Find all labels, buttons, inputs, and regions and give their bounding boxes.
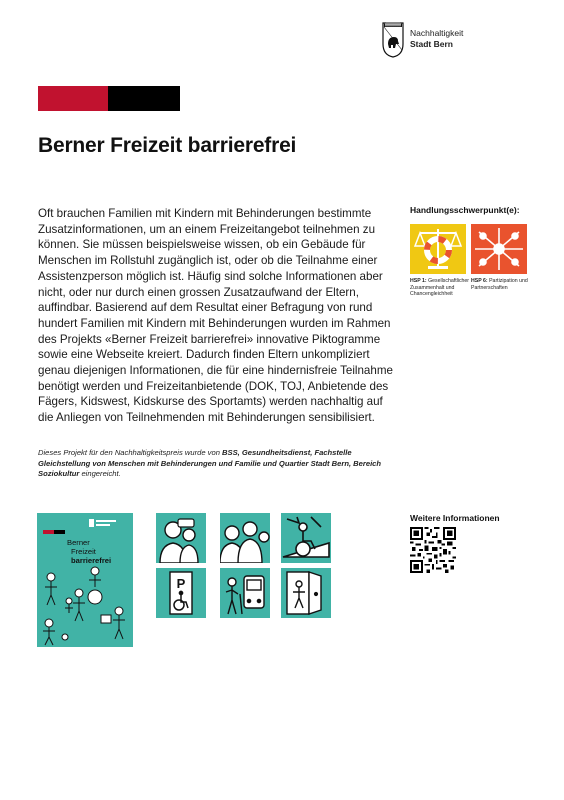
focus-caption-hsp1	[410, 278, 472, 298]
accessible-entrance-icon	[281, 568, 331, 618]
wheelchair-ramp-icon	[281, 513, 331, 563]
focus-tile-hsp6	[471, 224, 527, 274]
stadt-bern-logo	[382, 22, 522, 60]
submission-note	[38, 448, 398, 480]
note-prefix: Dieses Projekt für den Nachhaltigkeitspreis wurde von	[38, 448, 223, 457]
accent-bar-black	[108, 86, 180, 111]
body-paragraph: Oft brauchen Familien mit Kindern mit Behinderungen bestimmte Zusatzinformationen, um an einem Freizeitangebot teilnehmen zu können. Sie müssen beispielsweise wissen, ob ein Gebäude für Menschen im Rollstuhl zugänglich ist, oder ob die Teilnahme einer Assistenzperson möglich ist. Häufig sind solche Informationen aber nicht, oder nur durch einen grossen Zusatzaufwand der Eltern, auffindbar. Basierend auf dem Resultat einer Befragung von rund hundert Familien mit Kindern mit Behinderungen wurden im Rahmen des Projekts «Berner Freizeit barrierefrei» innovative Piktogramme sowie eine Webseite kreiert. Dadurch finden Eltern unkompliziert genau diejenigen Informationen, die für eine hindernisfreie Teilnahme benötigt werden und Freizeitanbietende (DOK, TOJ, Anbietende des Fägers, Kidswest, Kidskurse des Sportamts) werden nachhaltig auf die Anliegen von Teilnehmenden mit Behinderungen sensibilisiert.	[38, 207, 393, 425]
assistant-person-icon	[156, 513, 206, 563]
qr-code-icon[interactable]	[410, 527, 456, 573]
cover-title-line-1: Berner	[67, 538, 90, 547]
focus-code: HSP 1:	[410, 278, 427, 284]
picto-accessible-entrance	[281, 568, 331, 618]
connected-people-icon	[471, 224, 527, 274]
focus-heading: Handlungsschwerpunkt(e):	[410, 205, 520, 215]
note-submitters: BSS, Gesundheitsdienst, Fachstelle Gleichstellung von Menschen mit Behinderungen und Familie und Quartier Stadt Bern, Bereich Soziokultur	[38, 448, 382, 479]
accessible-parking-icon	[156, 568, 206, 618]
cover-accent-bar-red	[43, 530, 54, 534]
picto-assistant-person	[156, 513, 206, 563]
cover-title-line-3: barrierefrei	[71, 556, 112, 565]
focus-label: Gesellschaftlicher Zusammenhalt und Chancengleichheit	[410, 278, 470, 297]
page-title: Berner Freizeit barrierefrei	[38, 134, 297, 157]
focus-code: HSP 6:	[471, 278, 488, 284]
note-suffix: eingereicht.	[79, 469, 121, 479]
bern-logo-small-icon	[89, 519, 119, 527]
bern-crest-icon	[382, 22, 404, 58]
picto-accessible-parking	[156, 568, 206, 618]
more-info-heading: Weitere Informationen	[410, 513, 500, 523]
brochure-cover	[37, 513, 133, 647]
svg-text:P: P	[176, 576, 186, 591]
picto-group-assistance	[220, 513, 270, 563]
logo-line-2: Stadt Bern	[410, 39, 453, 49]
logo-line-1: Nachhaltigkeit	[410, 28, 464, 38]
focus-tile-hsp1	[410, 224, 466, 274]
picto-wheelchair-ramp	[281, 513, 331, 563]
group-assistance-icon	[220, 513, 270, 563]
picto-public-transport	[220, 568, 270, 618]
body-text	[38, 206, 398, 426]
accent-bar-red	[38, 86, 108, 111]
focus-label: Partizipation und Partnerschaften	[471, 278, 528, 291]
cover-title-line-2: Freizeit	[71, 547, 96, 556]
focus-caption-hsp6	[471, 278, 533, 291]
families-illustration-icon	[37, 565, 133, 647]
lifebuoy-scales-icon	[410, 224, 466, 274]
public-transport-icon	[220, 568, 270, 618]
